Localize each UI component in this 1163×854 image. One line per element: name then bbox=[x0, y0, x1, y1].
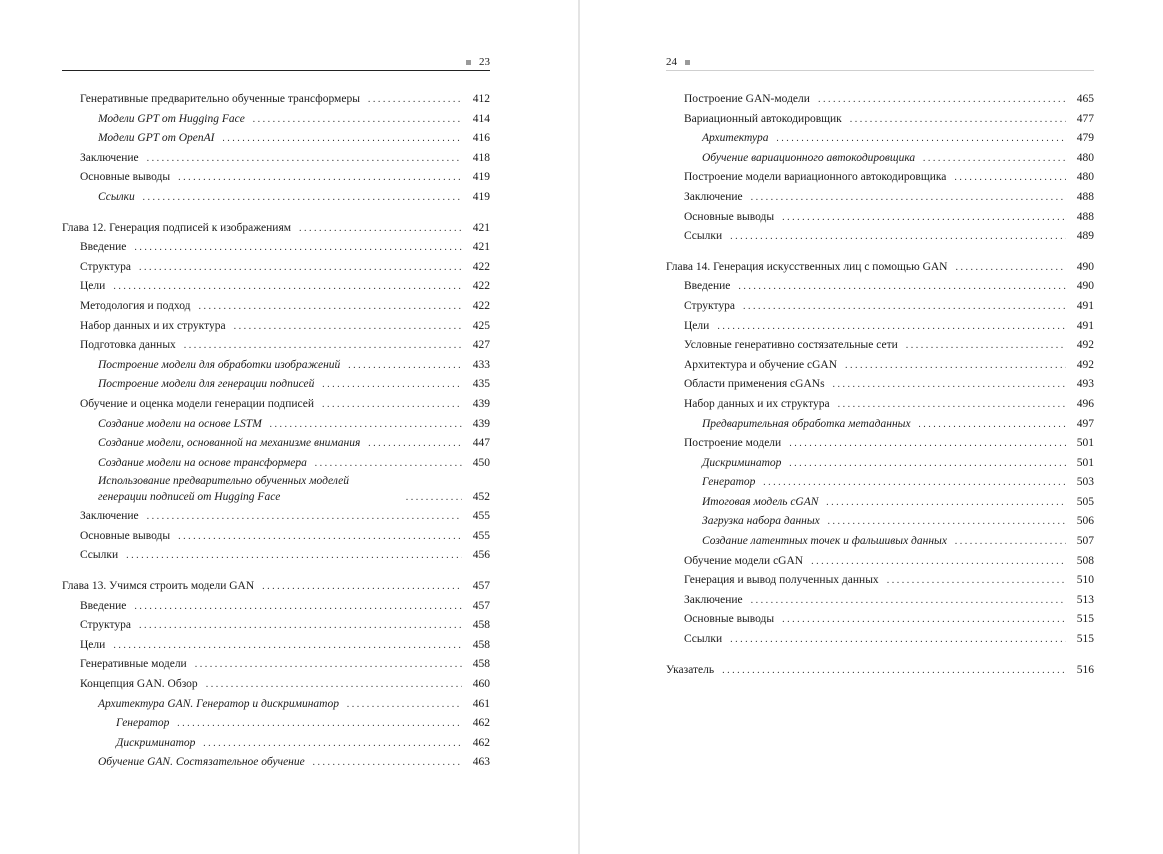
toc-entry-page: 461 bbox=[472, 697, 490, 710]
toc-entry bbox=[62, 188, 490, 208]
right-page bbox=[580, 0, 1163, 854]
toc-entry bbox=[666, 532, 1094, 552]
toc-entry-title: Условные генеративно состязательные сети bbox=[684, 339, 898, 352]
toc-entry-title: Обучение GAN. Состязательное обучение bbox=[98, 756, 305, 769]
toc-entry-title: Построение модели bbox=[684, 437, 782, 450]
toc-entry-page: 422 bbox=[472, 280, 490, 293]
toc-entry-title: Ссылки bbox=[684, 230, 723, 243]
toc-entry-page: 458 bbox=[472, 658, 490, 671]
toc-entry-page: 493 bbox=[1076, 378, 1094, 391]
toc-entry bbox=[62, 277, 490, 297]
toc-entry bbox=[62, 695, 490, 715]
header-square-icon bbox=[466, 60, 471, 65]
toc-leader-dots bbox=[743, 297, 1066, 317]
toc-leader-dots bbox=[751, 591, 1066, 611]
toc-entry-title: Построение GAN-модели bbox=[684, 93, 810, 105]
toc-entry-page: 458 bbox=[472, 638, 490, 651]
toc-entry-page: 447 bbox=[472, 437, 490, 450]
toc-entry bbox=[62, 655, 490, 675]
toc-entry-page: 456 bbox=[472, 549, 490, 562]
toc-leader-dots bbox=[818, 90, 1066, 110]
toc-entry bbox=[62, 734, 490, 754]
toc-leader-dots bbox=[730, 227, 1066, 247]
toc-entry bbox=[62, 415, 490, 435]
toc-entry bbox=[666, 297, 1094, 317]
toc-entry-title: Заключение bbox=[684, 593, 743, 606]
toc-entry-page: 489 bbox=[1076, 230, 1094, 243]
toc-entry-title: Указатель bbox=[666, 663, 715, 676]
toc-entry-title: Архитектура и обучение cGAN bbox=[684, 358, 838, 371]
toc-entry-page: 435 bbox=[472, 378, 490, 391]
toc-leader-dots bbox=[195, 655, 462, 675]
toc-leader-dots bbox=[178, 168, 462, 188]
toc-entry bbox=[666, 473, 1094, 493]
toc-leader-dots bbox=[253, 110, 462, 130]
toc-entry-title: Введение bbox=[80, 241, 127, 254]
left-page-number: 23 bbox=[479, 56, 490, 68]
toc-entry-page: 480 bbox=[1076, 151, 1094, 164]
toc-entry-title: Обучение вариационного автокодировщика bbox=[702, 151, 916, 164]
toc-entry-title: Обучение модели cGAN bbox=[684, 554, 804, 567]
toc-leader-dots bbox=[811, 552, 1066, 572]
toc-entry-title: Генеративные предварительно обученные трансформеры bbox=[80, 93, 360, 105]
toc-entry-title: Набор данных и их структура bbox=[684, 397, 830, 410]
toc-entry-page: 425 bbox=[472, 319, 490, 332]
toc-entry-title: Создание модели, основанной на механизме внимания bbox=[98, 437, 361, 450]
toc-entry-page: 491 bbox=[1076, 319, 1094, 332]
toc-entry bbox=[666, 168, 1094, 188]
toc-entry-page: 477 bbox=[1076, 112, 1094, 125]
toc-entry-title: Набор данных и их структура bbox=[80, 319, 226, 332]
toc-leader-dots bbox=[203, 734, 462, 754]
toc-leader-dots bbox=[113, 277, 462, 297]
toc-entry-title: Заключение bbox=[684, 190, 743, 203]
toc-entry bbox=[62, 90, 490, 110]
toc-entry bbox=[62, 395, 490, 415]
toc-entry bbox=[666, 227, 1094, 247]
toc-entry bbox=[666, 277, 1094, 297]
toc-leader-dots bbox=[906, 336, 1066, 356]
toc-entry bbox=[62, 546, 490, 566]
toc-entry-page: 462 bbox=[472, 717, 490, 730]
toc-entry bbox=[666, 149, 1094, 169]
toc-entry bbox=[666, 454, 1094, 474]
toc-entry bbox=[666, 188, 1094, 208]
toc-entry bbox=[666, 375, 1094, 395]
toc-chapter bbox=[62, 577, 490, 597]
toc-entry bbox=[666, 493, 1094, 513]
toc-entry-page: 419 bbox=[472, 171, 490, 184]
toc-entry bbox=[62, 434, 490, 454]
toc-leader-dots bbox=[143, 188, 462, 208]
toc-entry-page: 422 bbox=[472, 299, 490, 312]
toc-entry-page: 427 bbox=[472, 339, 490, 352]
toc-leader-dots bbox=[722, 661, 1066, 681]
toc-leader-dots bbox=[845, 356, 1066, 376]
toc-leader-dots bbox=[826, 493, 1066, 513]
toc-chapter bbox=[62, 219, 490, 239]
toc-entry-title: Построение модели вариационного автокодировщика bbox=[684, 171, 947, 184]
toc-leader-dots bbox=[833, 375, 1066, 395]
left-page bbox=[0, 0, 578, 854]
toc-leader-dots bbox=[147, 507, 462, 527]
toc-leader-dots bbox=[134, 238, 462, 258]
toc-leader-dots bbox=[368, 90, 462, 110]
toc-entry bbox=[666, 591, 1094, 611]
toc-entry-page: 463 bbox=[472, 756, 490, 769]
toc-entry bbox=[666, 395, 1094, 415]
toc-entry-title: Основные выводы bbox=[80, 171, 171, 184]
toc-leader-dots bbox=[923, 149, 1066, 169]
toc-entry bbox=[62, 317, 490, 337]
toc-leader-dots bbox=[789, 434, 1066, 454]
toc-entry bbox=[62, 149, 490, 169]
toc-leader-dots bbox=[147, 149, 462, 169]
toc-entry-page: 507 bbox=[1076, 535, 1094, 548]
toc-entry bbox=[62, 375, 490, 395]
toc-entry-page: 501 bbox=[1076, 456, 1094, 469]
toc-leader-dots bbox=[955, 532, 1066, 552]
toc-entry bbox=[62, 336, 490, 356]
toc-entry bbox=[62, 597, 490, 617]
toc-entry-page: 503 bbox=[1076, 476, 1094, 489]
toc-entry-page: 462 bbox=[472, 736, 490, 749]
toc-entry-title: Основные выводы bbox=[80, 529, 171, 542]
toc-entry-title: Введение bbox=[80, 599, 127, 612]
toc-entry bbox=[62, 297, 490, 317]
toc-leader-dots bbox=[919, 415, 1066, 435]
toc-entry-page: 501 bbox=[1076, 437, 1094, 450]
toc-entry-title: Концепция GAN. Обзор bbox=[80, 678, 198, 691]
toc-entry-title: Генератор bbox=[116, 717, 170, 730]
toc-entry bbox=[62, 110, 490, 130]
toc-leader-dots bbox=[347, 695, 462, 715]
toc-entry-page: 414 bbox=[472, 112, 490, 125]
toc-entry-title: Заключение bbox=[80, 510, 139, 523]
toc-entry-title: Цели bbox=[80, 638, 106, 651]
toc-leader-dots bbox=[126, 546, 462, 566]
toc-entry-page: 510 bbox=[1076, 574, 1094, 587]
toc-leader-dots bbox=[789, 454, 1066, 474]
left-header-rule bbox=[62, 70, 490, 71]
toc-entry-title: Генеративные модели bbox=[80, 658, 187, 671]
toc-entry bbox=[666, 317, 1094, 337]
toc-entry-title: Создание модели на основе LSTM bbox=[98, 417, 262, 430]
right-page-header bbox=[666, 56, 690, 68]
toc-entry-title: Генератор bbox=[702, 476, 756, 489]
toc-entry bbox=[666, 512, 1094, 532]
toc-entry-title: Структура bbox=[80, 260, 131, 273]
toc-leader-dots bbox=[184, 336, 462, 356]
toc-entry-page: 457 bbox=[472, 580, 490, 593]
toc-entry-page: 421 bbox=[472, 241, 490, 254]
toc-entry-page: 506 bbox=[1076, 515, 1094, 528]
toc-entry-page: 419 bbox=[472, 190, 490, 203]
toc-entry-title: Предварительная обработка метаданных bbox=[702, 417, 911, 430]
toc-entry bbox=[62, 714, 490, 734]
toc-entry bbox=[62, 168, 490, 188]
toc-entry-page: 458 bbox=[472, 619, 490, 632]
toc-entry-page: 513 bbox=[1076, 593, 1094, 606]
toc-entry-page: 433 bbox=[472, 358, 490, 371]
toc-leader-dots bbox=[717, 317, 1066, 337]
toc-entry bbox=[62, 507, 490, 527]
toc-entry-page: 515 bbox=[1076, 633, 1094, 646]
toc-leader-dots bbox=[850, 110, 1066, 130]
toc-leader-dots bbox=[198, 297, 462, 317]
toc-entry-page: 457 bbox=[472, 599, 490, 612]
left-toc-list bbox=[62, 90, 490, 773]
toc-entry-page: 492 bbox=[1076, 339, 1094, 352]
toc-entry-page: 490 bbox=[1076, 280, 1094, 293]
header-square-icon bbox=[685, 60, 690, 65]
toc-entry-title: Создание латентных точек и фальшивых данных bbox=[702, 535, 947, 548]
toc-entry-page: 465 bbox=[1076, 93, 1094, 105]
toc-entry bbox=[666, 415, 1094, 435]
toc-entry-page: 452 bbox=[472, 490, 490, 503]
toc-entry-page: 412 bbox=[472, 93, 490, 105]
toc-leader-dots bbox=[139, 258, 462, 278]
toc-entry-title: Методология и подход bbox=[80, 299, 191, 312]
toc-entry bbox=[666, 356, 1094, 376]
toc-entry-title: Цели bbox=[684, 319, 710, 332]
right-toc-list bbox=[666, 90, 1094, 680]
toc-entry-title: Ссылки bbox=[80, 549, 119, 562]
toc-entry bbox=[666, 110, 1094, 130]
toc-entry-title: Введение bbox=[684, 280, 731, 293]
toc-entry-page: 488 bbox=[1076, 190, 1094, 203]
toc-entry-page: 492 bbox=[1076, 358, 1094, 371]
toc-entry-page: 491 bbox=[1076, 299, 1094, 312]
left-page-header bbox=[466, 56, 490, 68]
toc-leader-dots bbox=[777, 129, 1066, 149]
toc-entry-title: Ссылки bbox=[684, 633, 723, 646]
toc-entry bbox=[666, 129, 1094, 149]
toc-leader-dots bbox=[368, 434, 462, 454]
toc-entry-title: Модели GPT от Hugging Face bbox=[98, 112, 245, 125]
toc-leader-dots bbox=[956, 258, 1067, 278]
toc-entry-title: Архитектура bbox=[702, 132, 769, 145]
toc-leader-dots bbox=[763, 473, 1066, 493]
toc-chapter bbox=[666, 258, 1094, 278]
toc-leader-dots bbox=[139, 616, 462, 636]
toc-entry-page: 505 bbox=[1076, 495, 1094, 508]
toc-entry bbox=[666, 630, 1094, 650]
toc-entry bbox=[62, 527, 490, 547]
toc-leader-dots bbox=[322, 395, 462, 415]
toc-entry-title: Вариационный автокодировщик bbox=[684, 112, 842, 125]
toc-leader-dots bbox=[262, 577, 462, 597]
toc-leader-dots bbox=[178, 527, 462, 547]
toc-entry-title: Глава 13. Учимся строить модели GAN bbox=[62, 580, 255, 593]
toc-entry-page: 515 bbox=[1076, 613, 1094, 626]
toc-entry bbox=[666, 552, 1094, 572]
toc-entry-page: 490 bbox=[1076, 260, 1094, 273]
toc-entry bbox=[62, 473, 490, 507]
toc-entry-title: Итоговая модель cGAN bbox=[702, 495, 819, 508]
toc-entry-page: 455 bbox=[472, 529, 490, 542]
toc-entry-title: Модели GPT от OpenAI bbox=[98, 132, 215, 145]
toc-entry-title: Загрузка набора данных bbox=[702, 515, 820, 528]
toc-entry-page: 488 bbox=[1076, 210, 1094, 223]
toc-entry-title: Ссылки bbox=[98, 190, 135, 203]
right-page-number: 24 bbox=[666, 56, 677, 68]
toc-entry-title: Структура bbox=[80, 619, 131, 632]
toc-leader-dots bbox=[751, 188, 1066, 208]
toc-leader-dots bbox=[828, 512, 1066, 532]
toc-entry bbox=[62, 356, 490, 376]
toc-leader-dots bbox=[954, 168, 1066, 188]
right-header-rule bbox=[666, 70, 1094, 71]
toc-leader-dots bbox=[782, 208, 1066, 228]
toc-entry-page: 422 bbox=[472, 260, 490, 273]
toc-leader-dots bbox=[313, 753, 462, 773]
toc-entry-title: Основные выводы bbox=[684, 613, 775, 626]
toc-entry-page: 439 bbox=[472, 417, 490, 430]
toc-leader-dots bbox=[234, 317, 462, 337]
toc-leader-dots bbox=[782, 610, 1066, 630]
toc-entry bbox=[62, 616, 490, 636]
toc-entry-title: Глава 14. Генерация искусственных лиц с помощью GAN bbox=[666, 260, 948, 273]
toc-entry-page: 450 bbox=[472, 456, 490, 469]
toc-entry-page: 418 bbox=[472, 151, 490, 164]
toc-entry bbox=[666, 571, 1094, 591]
toc-entry-page: 439 bbox=[472, 397, 490, 410]
toc-leader-dots bbox=[738, 277, 1066, 297]
toc-entry-title: Обучение и оценка модели генерации подписей bbox=[80, 397, 315, 410]
toc-entry-title: Создание модели на основе трансформера bbox=[98, 456, 307, 469]
toc-entry-page: 508 bbox=[1076, 554, 1094, 567]
toc-leader-dots bbox=[730, 630, 1066, 650]
toc-entry-title: Архитектура GAN. Генератор и дискриминатор bbox=[98, 697, 339, 710]
toc-entry bbox=[666, 610, 1094, 630]
toc-entry-page: 496 bbox=[1076, 397, 1094, 410]
toc-entry-page: 460 bbox=[472, 678, 490, 691]
toc-entry bbox=[62, 675, 490, 695]
toc-leader-dots bbox=[270, 415, 462, 435]
toc-entry bbox=[62, 238, 490, 258]
toc-entry bbox=[62, 258, 490, 278]
toc-leader-dots bbox=[299, 219, 462, 239]
toc-entry-title: Дискриминатор bbox=[116, 736, 196, 749]
toc-entry-title: Цели bbox=[80, 280, 106, 293]
toc-entry bbox=[666, 90, 1094, 110]
toc-leader-dots bbox=[406, 488, 462, 508]
toc-leader-dots bbox=[206, 675, 462, 695]
toc-entry bbox=[62, 636, 490, 656]
toc-entry-title: Области применения cGANs bbox=[684, 378, 825, 391]
toc-entry bbox=[666, 336, 1094, 356]
toc-chapter bbox=[666, 661, 1094, 681]
toc-entry-title: Глава 12. Генерация подписей к изображениям bbox=[62, 221, 292, 234]
toc-entry-page: 421 bbox=[472, 221, 490, 234]
toc-entry-title: Построение модели для генерации подписей bbox=[98, 378, 315, 391]
toc-leader-dots bbox=[315, 454, 462, 474]
toc-leader-dots bbox=[887, 571, 1066, 591]
toc-leader-dots bbox=[113, 636, 462, 656]
toc-entry-page: 497 bbox=[1076, 417, 1094, 430]
toc-entry-title: Заключение bbox=[80, 151, 139, 164]
toc-leader-dots bbox=[223, 129, 462, 149]
toc-entry-title: Построение модели для обработки изображений bbox=[98, 358, 341, 371]
toc-entry bbox=[62, 454, 490, 474]
toc-entry-page: 455 bbox=[472, 510, 490, 523]
toc-leader-dots bbox=[348, 356, 462, 376]
toc-leader-dots bbox=[177, 714, 462, 734]
toc-entry-title: Генерация и вывод полученных данных bbox=[684, 574, 879, 587]
toc-entry bbox=[62, 129, 490, 149]
toc-entry-page: 479 bbox=[1076, 132, 1094, 145]
toc-entry-title: Основные выводы bbox=[684, 210, 775, 223]
toc-entry-page: 480 bbox=[1076, 171, 1094, 184]
toc-leader-dots bbox=[134, 597, 462, 617]
toc-entry-title: Структура bbox=[684, 299, 735, 312]
toc-entry-title: Подготовка данных bbox=[80, 339, 176, 352]
toc-entry-page: 416 bbox=[472, 132, 490, 145]
toc-leader-dots bbox=[322, 375, 462, 395]
toc-entry-title: Использование предварительно обученных моделей генерации подписей от Hugging Face bbox=[98, 475, 350, 504]
toc-entry bbox=[666, 434, 1094, 454]
toc-entry bbox=[62, 753, 490, 773]
toc-entry-page: 516 bbox=[1076, 663, 1094, 676]
toc-entry-title: Дискриминатор bbox=[702, 456, 782, 469]
toc-leader-dots bbox=[838, 395, 1066, 415]
toc-entry bbox=[666, 208, 1094, 228]
